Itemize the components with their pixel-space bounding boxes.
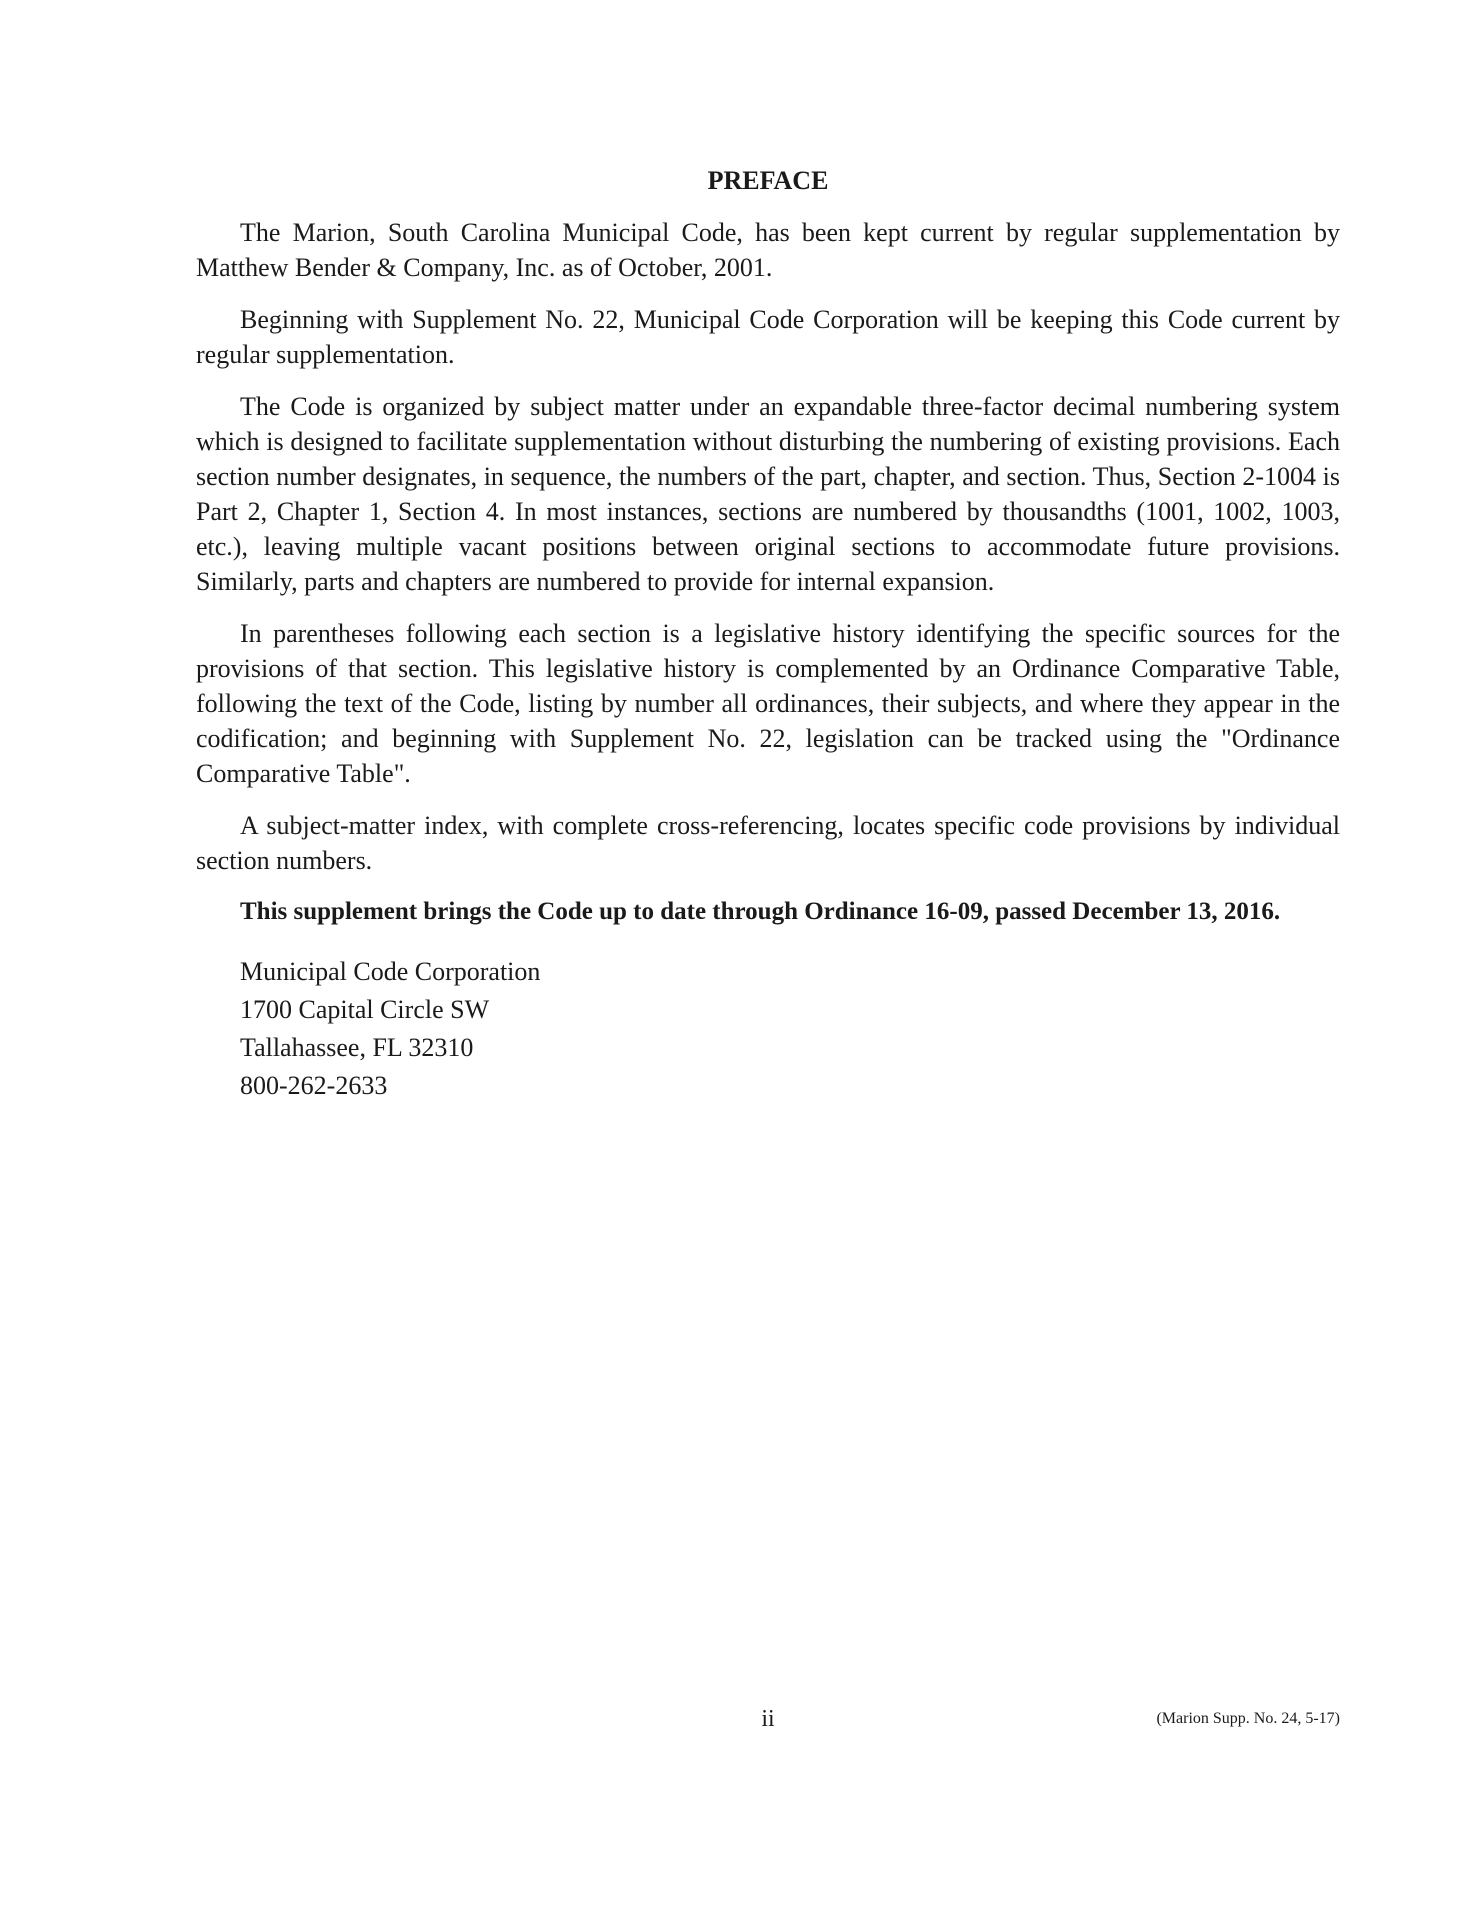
address-street: 1700 Capital Circle SW bbox=[240, 995, 490, 1024]
paragraph-index: A subject-matter index, with complete cross-referencing, locates specific code provisions by individual section numbers. bbox=[196, 811, 1340, 875]
address-city: Tallahassee, FL 32310 bbox=[240, 1033, 474, 1062]
paragraph-numbering-system: The Code is organized by subject matter under an expandable three-factor decimal numbering system which is designed to facilitate supplementation without disturbing the numbering of existing provisions. Each section number designates, in sequence, the numbers of the part, chapter, and section. Thus, Section 2-1004 is Part 2, Chapter 1, Section 4. In most instances, sections are numbered by thousandths (1001, 1002, 1003, etc.), leaving multiple vacant positions between original sections to accommodate future provisions. Similarly, parts and chapters are numbered to provide for internal expansion. bbox=[196, 392, 1340, 596]
page-title: PREFACE bbox=[707, 166, 829, 195]
publisher-address bbox=[196, 953, 1340, 1105]
paragraph-supplementation: Beginning with Supplement No. 22, Municipal Code Corporation will be keeping this Code current by regular supplementation. bbox=[196, 305, 1340, 369]
supplement-reference: (Marion Supp. No. 24, 5-17) bbox=[1156, 1710, 1340, 1727]
address-company: Municipal Code Corporation bbox=[240, 957, 541, 986]
paragraph-legislative-history: In parentheses following each section is a legislative history identifying the specific sources for the provisions of that section. This legislative history is complemented by an Ordinance Comparative Table, following the text of the Code, listing by number all ordinances, their subjects, and where they appear in the codification; and beginning with Supplement No. 22, legislation can be tracked using the "Ordinance Comparative Table". bbox=[196, 619, 1340, 788]
address-phone: 800-262-2633 bbox=[240, 1071, 388, 1100]
document-page bbox=[196, 0, 1340, 1920]
supplement-note: This supplement brings the Code up to date through Ordinance 16-09, passed December 13, 2016. bbox=[240, 898, 1281, 925]
document-body bbox=[196, 215, 1340, 1105]
page-number: ii bbox=[761, 1706, 775, 1732]
paragraph-history: The Marion, South Carolina Municipal Code, has been kept current by regular supplementation by Matthew Bender & Company, Inc. as of October, 2001. bbox=[196, 218, 1340, 282]
